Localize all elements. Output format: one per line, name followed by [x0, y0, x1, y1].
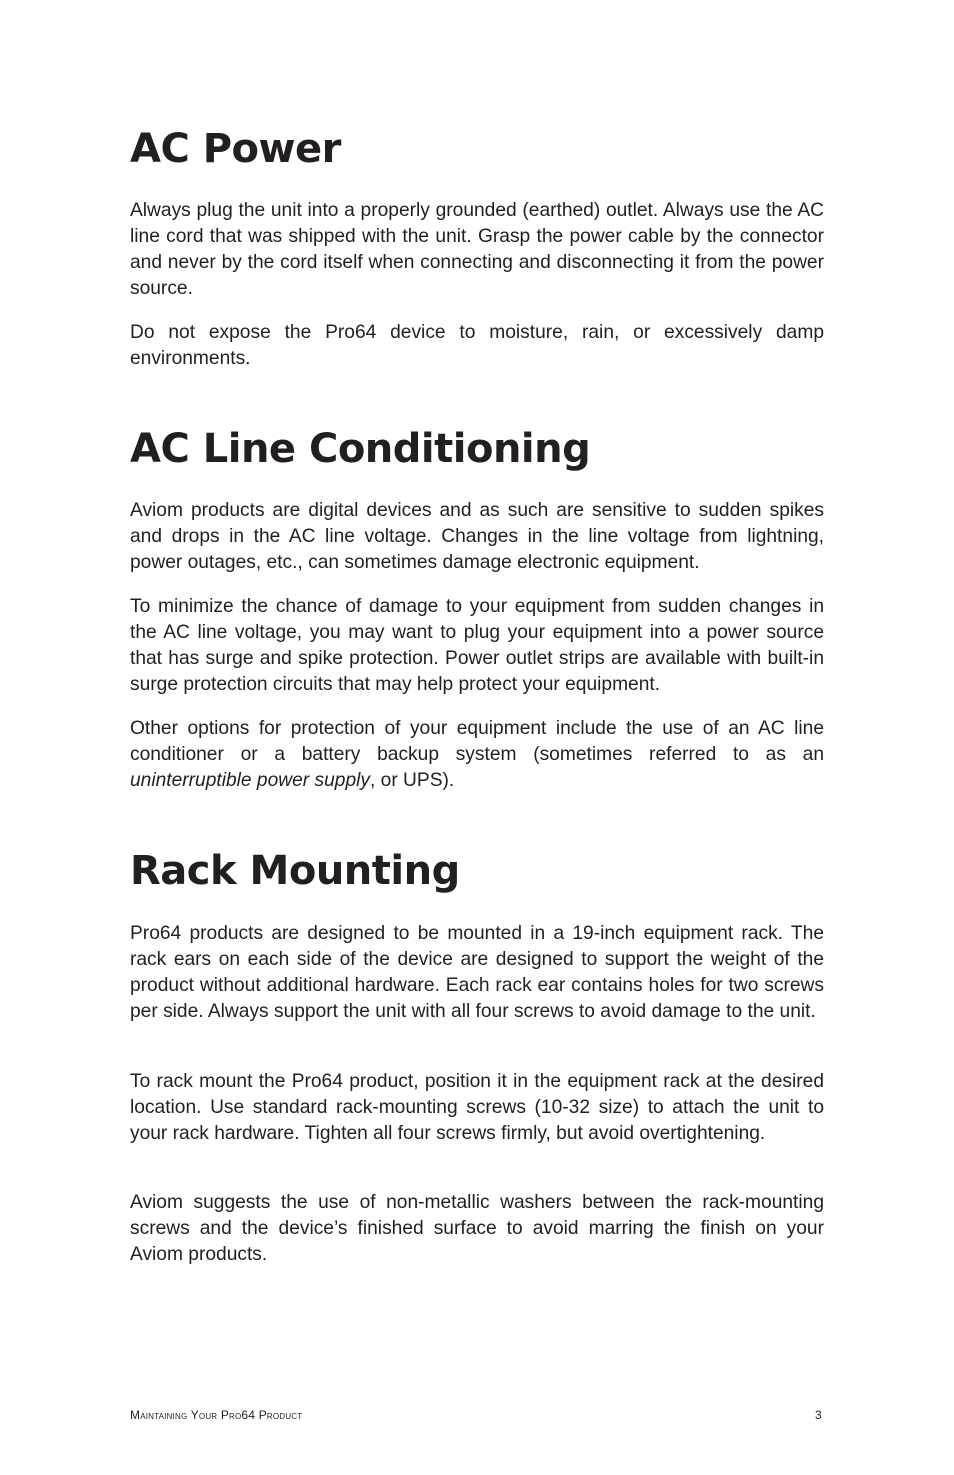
- paragraph: To rack mount the Pro64 product, position it in the equipment rack at the desired location. Use standard rack-mounting screws (10-32 size) to attach the unit to your rack hardware. Tighten all four screws firmly, but avoid overtightening.: [130, 1071, 824, 1144]
- paragraph: Always plug the unit into a properly grounded (earthed) outlet. Always use the AC line cord that was shipped with the unit. Grasp the power cable by the connector and never by the cord itself when connecting and disconnecting it from the power source.: [130, 200, 824, 299]
- paragraph: To minimize the chance of damage to your equipment from sudden changes in the AC line voltage, you may want to plug your equipment into a power source that has surge and spike protection. Power outlet strips are available with built-in surge protection circuits that may help protect your equipment.: [130, 596, 824, 695]
- paragraph: [130, 716, 824, 794]
- paragraph: Pro64 products are designed to be mounted in a 19-inch equipment rack. The rack ears on each side of the device are designed to support the weight of the product without additional hardware. Each rack ear contains holes for two screws per side. Always support the unit with all four screws to avoid damage to the unit.: [130, 923, 824, 1022]
- paragraph: Do not expose the Pro64 device to moisture, rain, or excessively damp environments.: [130, 322, 824, 369]
- paragraph: Aviom suggests the use of non-metallic washers between the rack-mounting screws and the device’s finished surface to avoid marring the finish on your Aviom products.: [130, 1192, 824, 1265]
- heading-rack-mounting: Rack Mounting: [130, 848, 460, 894]
- text-run: Other options for protection of your equipment include the use of an AC line conditioner or a battery backup system (sometimes referred to as an: [130, 718, 824, 765]
- emphasized-term: uninterruptible power supply: [130, 770, 370, 791]
- paragraph: Aviom products are digital devices and as such are sensitive to sudden spikes and drops in the AC line voltage. Changes in the line voltage from lightning, power outages, etc., can sometimes damage electronic equipment.: [130, 500, 824, 573]
- heading-ac-power: AC Power: [130, 126, 341, 172]
- page-number: 3: [815, 1408, 822, 1422]
- text-run: , or UPS).: [369, 770, 455, 791]
- heading-ac-line-conditioning: AC Line Conditioning: [130, 426, 591, 472]
- footer-title: Maintaining Your Pro64 Product: [130, 1408, 303, 1422]
